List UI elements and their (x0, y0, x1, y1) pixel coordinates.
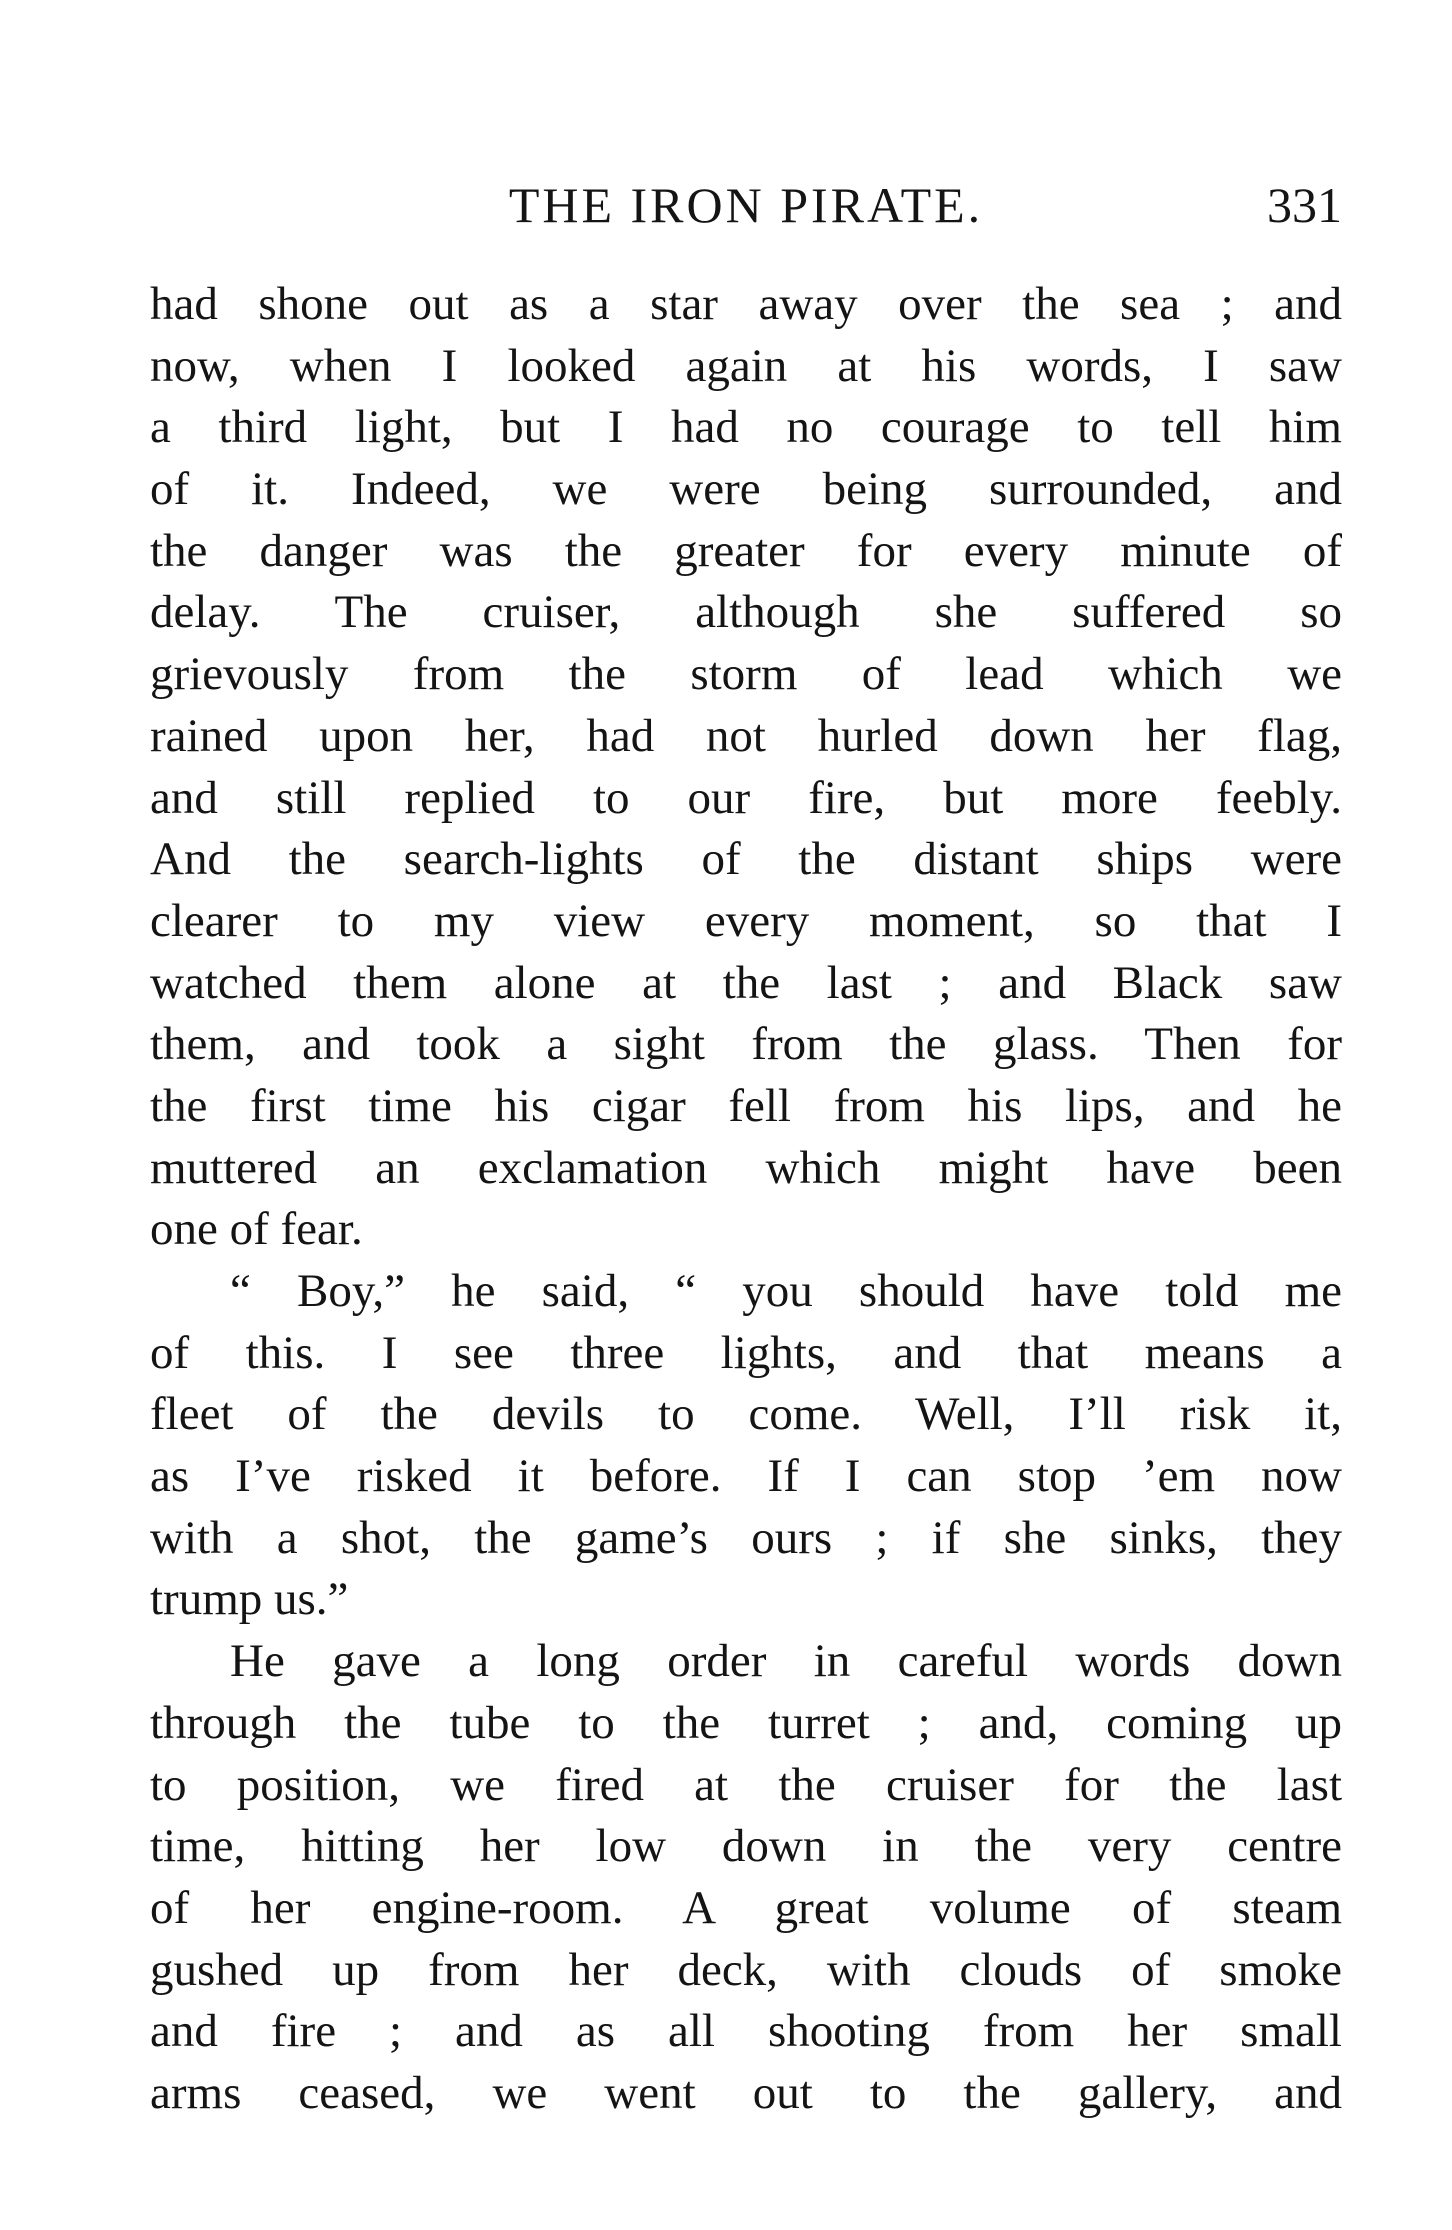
text-line: the first time his cigar fell from his lips, and he (150, 1079, 1342, 1132)
paragraph-first-line: He gave a long order in careful words down (230, 1635, 1342, 1688)
text-line: them, and took a sight from the glass. Then for (150, 1018, 1342, 1071)
text-line: delay. The cruiser, although she suffered so (150, 586, 1342, 639)
text-line: a third light, but I had no courage to tell him (150, 401, 1342, 454)
text-line: And the search-lights of the distant ships were (150, 833, 1342, 886)
text-line: muttered an exclamation which might have been (150, 1141, 1342, 1194)
paragraph-first-line: “ Boy,” he said, “ you should have told me (230, 1265, 1342, 1317)
text-line: of it. Indeed, we were being surrounded, and (150, 463, 1342, 516)
text-line: of her engine-room. A great volume of steam (150, 1881, 1342, 1934)
text-line: grievously from the storm of lead which we (150, 648, 1342, 701)
text-line: the danger was the greater for every minute of (150, 524, 1342, 577)
text-line: and still replied to our fire, but more feebly. (150, 771, 1342, 824)
body-text (150, 274, 1342, 2125)
text-line: gushed up from her deck, with clouds of smoke (150, 1943, 1342, 1996)
text-line: with a shot, the game’s ours ; if she sinks, they (150, 1511, 1342, 1564)
running-head (150, 170, 1342, 240)
text-line: fleet of the devils to come. Well, I’ll risk it, (150, 1388, 1342, 1441)
text-line: rained upon her, had not hurled down her flag, (150, 709, 1342, 762)
text-line: watched them alone at the last ; and Black saw (150, 956, 1342, 1009)
text-line: through the tube to the turret ; and, coming up (150, 1696, 1342, 1749)
page-number: 331 (1267, 177, 1342, 233)
text-line: clearer to my view every moment, so that I (150, 894, 1342, 947)
text-line: had shone out as a star away over the sea ; and (150, 278, 1342, 330)
text-line: to position, we fired at the cruiser for the last (150, 1758, 1342, 1811)
running-title: THE IRON PIRATE. (508, 177, 984, 233)
text-line: now, when I looked again at his words, I saw (150, 339, 1342, 392)
paragraph-last-line: one of fear. (150, 1203, 363, 1256)
text-line: time, hitting her low down in the very centre (150, 1820, 1342, 1873)
paragraph-last-line: trump us.” (150, 1573, 349, 1626)
text-line: as I’ve risked it before. If I can stop ’em now (150, 1450, 1342, 1503)
text-line: arms ceased, we went out to the gallery, and (150, 2066, 1342, 2119)
text-line: of this. I see three lights, and that means a (150, 1326, 1342, 1379)
text-line: and fire ; and as all shooting from her small (150, 2005, 1342, 2058)
